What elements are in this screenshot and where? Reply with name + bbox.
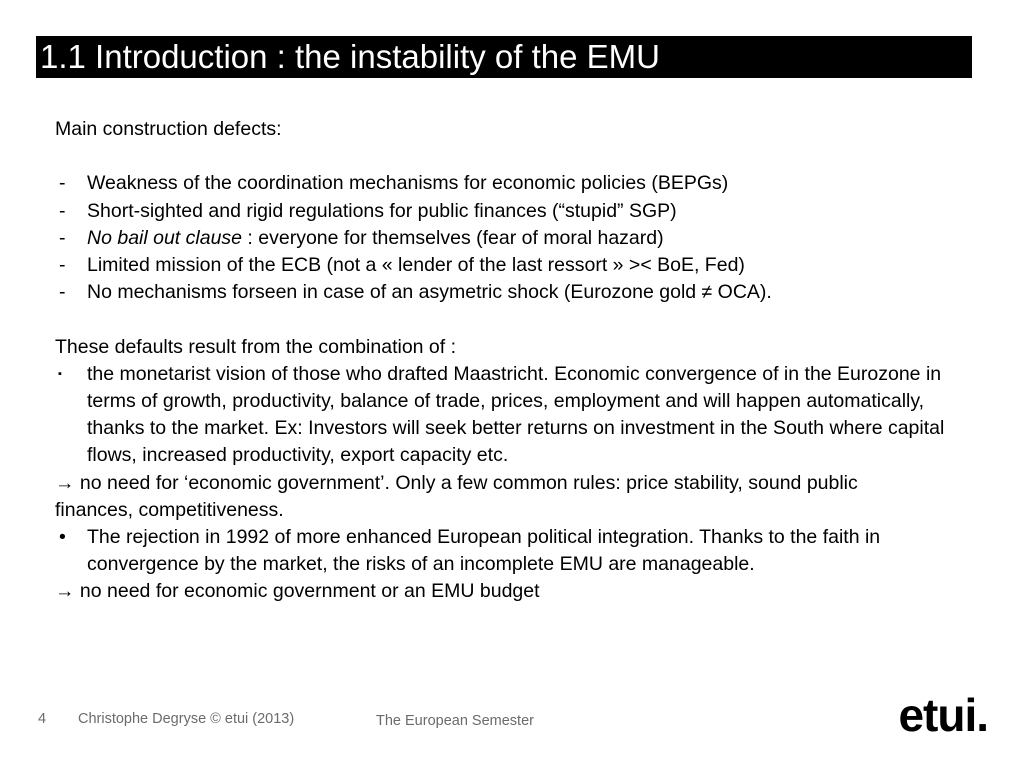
defect-item bbox=[55, 170, 975, 197]
rejection-bullet bbox=[55, 524, 975, 578]
dash-marker: - bbox=[59, 281, 66, 304]
defect-text: Limited mission of the ECB (not a « lender of the last ressort » >< BoE, Fed) bbox=[87, 254, 745, 276]
combination-heading: These defaults result from the combination of : bbox=[55, 335, 457, 358]
intro-text: Main construction defects: bbox=[55, 118, 282, 140]
arrow-right-icon: → bbox=[55, 471, 75, 494]
defect-text: Weakness of the coordination mechanisms for economic policies (BEPGs) bbox=[87, 172, 729, 195]
defect-italic-text: No bail out clause bbox=[87, 226, 243, 249]
defect-item bbox=[55, 198, 975, 225]
square-bullet-icon: ▪ bbox=[58, 367, 62, 380]
slide-title: 1.1 Introduction : the instability of the EMU bbox=[36, 36, 972, 78]
dash-marker: - bbox=[59, 172, 66, 195]
slide-body bbox=[55, 116, 975, 606]
arrow-right-icon: → bbox=[55, 580, 75, 603]
defect-text: No mechanisms forseen in case of an asymetric shock (Eurozone gold ≠ OCA). bbox=[87, 281, 772, 304]
defect-item bbox=[55, 252, 975, 279]
dash-marker: - bbox=[59, 254, 66, 276]
arrow-1-text: no need for ‘economic government’. Only a few common rules: price stability, sound public finances, competitiveness. bbox=[55, 471, 858, 521]
round-bullet-icon: • bbox=[59, 526, 66, 549]
dash-marker: - bbox=[59, 199, 66, 222]
etui-logo: etui. bbox=[898, 689, 988, 741]
dash-marker: - bbox=[59, 226, 66, 249]
monetarist-text: the monetarist vision of those who drafted Maastricht. Economic convergence of in the Eurozone in terms of growth, productivity, balance of trade, prices, employment and will happen automatically, thanks to the market. Ex: Investors will seek better returns on investment in the South where capital flows, increased productivity, export capacity etc. bbox=[87, 362, 945, 467]
rejection-text: The rejection in 1992 of more enhanced European political integration. Thanks to the faith in convergence by the market, the risks of an incomplete EMU are manageable. bbox=[87, 526, 881, 576]
footer-presentation: The European Semester bbox=[376, 713, 534, 729]
page-number: 4 bbox=[38, 711, 47, 727]
defect-text: : everyone for themselves (fear of moral hazard) bbox=[242, 226, 664, 249]
arrow-line-2 bbox=[55, 578, 975, 605]
defect-item bbox=[55, 279, 975, 306]
arrow-line-1 bbox=[55, 470, 975, 524]
defect-text: Short-sighted and rigid regulations for public finances (“stupid” SGP) bbox=[87, 199, 677, 222]
monetarist-bullet bbox=[55, 361, 975, 470]
footer-author: Christophe Degryse © etui (2013) bbox=[78, 711, 295, 727]
defect-item bbox=[55, 225, 975, 252]
arrow-2-text: no need for economic government or an EMU budget bbox=[74, 580, 540, 603]
